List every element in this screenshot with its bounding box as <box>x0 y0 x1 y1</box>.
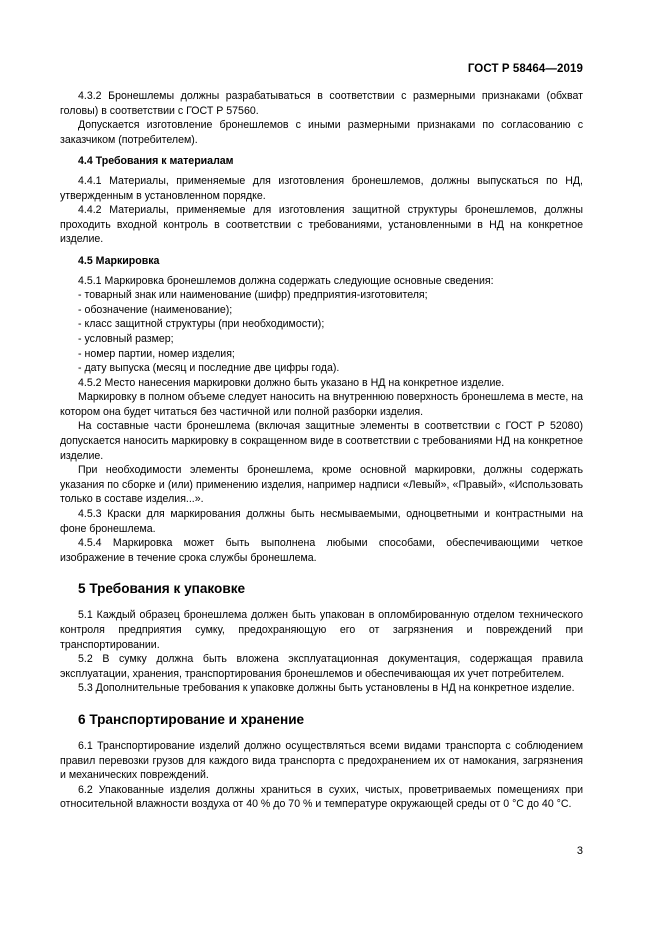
subsection-heading: 4.5 Маркировка <box>78 254 160 267</box>
list-item: - условный размер; <box>78 332 174 345</box>
list-item: - дату выпуска (месяц и последние две цифры года). <box>78 362 340 375</box>
list-item: - номер партии, номер изделия; <box>78 347 235 360</box>
paragraph: При необходимости элементы бронешлема, кроме основной маркировки, должны содержать указания по сборке и (или) применению изделия, например надписи «Левый», «Правый», «Использовать только в составе изделия...». <box>60 464 583 506</box>
paragraph: 4.5.3 Краски для маркирования должны быть несмываемыми, одноцветными и контрастными на фоне бронешлема. <box>60 508 583 535</box>
paragraph: 4.4.1 Материалы, применяемые для изготовления бронешлемов, должны выпускаться по НД, утвержденным в установленном порядке. <box>60 174 583 202</box>
paragraph: 5.3 Дополнительные требования к упаковке должны быть установлены в НД на конкретное изделие. <box>78 682 575 695</box>
list-item: - класс защитной структуры (при необходимости); <box>78 318 325 331</box>
section-heading: 5 Требования к упаковке <box>78 581 246 597</box>
list-item: - обозначение (наименование); <box>78 303 233 316</box>
subsection-heading: 4.4 Требования к материалам <box>78 155 234 168</box>
section-heading: 6 Транспортирование и хранение <box>78 711 305 727</box>
paragraph: 6.2 Упакованные изделия должны храниться в сухих, чистых, проветриваемых помещениях при относительной влажности воздуха от 40 % до 70 % и температуре окружающей среды от 0 °С до 40 °С. <box>60 783 583 811</box>
paragraph: 4.5.2 Место нанесения маркировки должно быть указано в НД на конкретное изделие. <box>78 376 505 389</box>
paragraph: На составные части бронешлема (включая защитные элементы в соответствии с ГОСТ Р 52080) допускается наносить маркировку в сокращенном виде в соответствии с требованиями НД на конкретное изделие. <box>60 420 583 462</box>
standard-code-header: ГОСТ Р 58464—2019 <box>467 63 583 75</box>
page-content <box>60 89 583 812</box>
list-item: - товарный знак или наименование (шифр) предприятия-изготовителя; <box>78 289 428 302</box>
paragraph: 4.4.2 Материалы, применяемые для изготовления защитной структуры бронешлемов, должны проходить входной контроль в соответствии с требованиями, установленными в НД на конкретное изделие. <box>60 204 583 246</box>
paragraph: 5.2 В сумку должна быть вложена эксплуатационная документация, содержащая правила эксплуатации, хранения, транспортирования бронешлемов и обеспечивающая их учет потребителем. <box>60 653 583 680</box>
paragraph: 5.1 Каждый образец бронешлема должен быть упакован в опломбированную отделом технического контроля предприятия сумку, предохраняющую его от загрязнения и повреждений при транспортировании. <box>60 609 583 651</box>
paragraph: 4.3.2 Бронешлемы должны разрабатываться в соответствии с размерными признаками (обхват головы) в соответствии с ГОСТ Р 57560. <box>60 90 583 117</box>
paragraph: 4.5.1 Маркировка бронешлемов должна содержать следующие основные сведения: <box>78 274 494 287</box>
paragraph: 4.5.4 Маркировка может быть выполнена любыми способами, обеспечивающими четкое изображение в течение срока службы бронешлема. <box>60 537 583 564</box>
paragraph: 6.1 Транспортирование изделий должно осуществляться всеми видами транспорта с соблюдением правил перевозки грузов для каждого вида транспорта с предохранением их от намокания, загрязнения и механических повреждений. <box>60 739 583 782</box>
paragraph: Маркировку в полном объеме следует наносить на внутреннюю поверхность бронешлема в месте, на котором она будет читаться без частичной или полной разборки изделия. <box>60 391 583 418</box>
page-number: 3 <box>576 845 583 857</box>
paragraph: Допускается изготовление бронешлемов с иными размерными признаками по согласованию с заказчиком (потребителем). <box>60 119 583 146</box>
